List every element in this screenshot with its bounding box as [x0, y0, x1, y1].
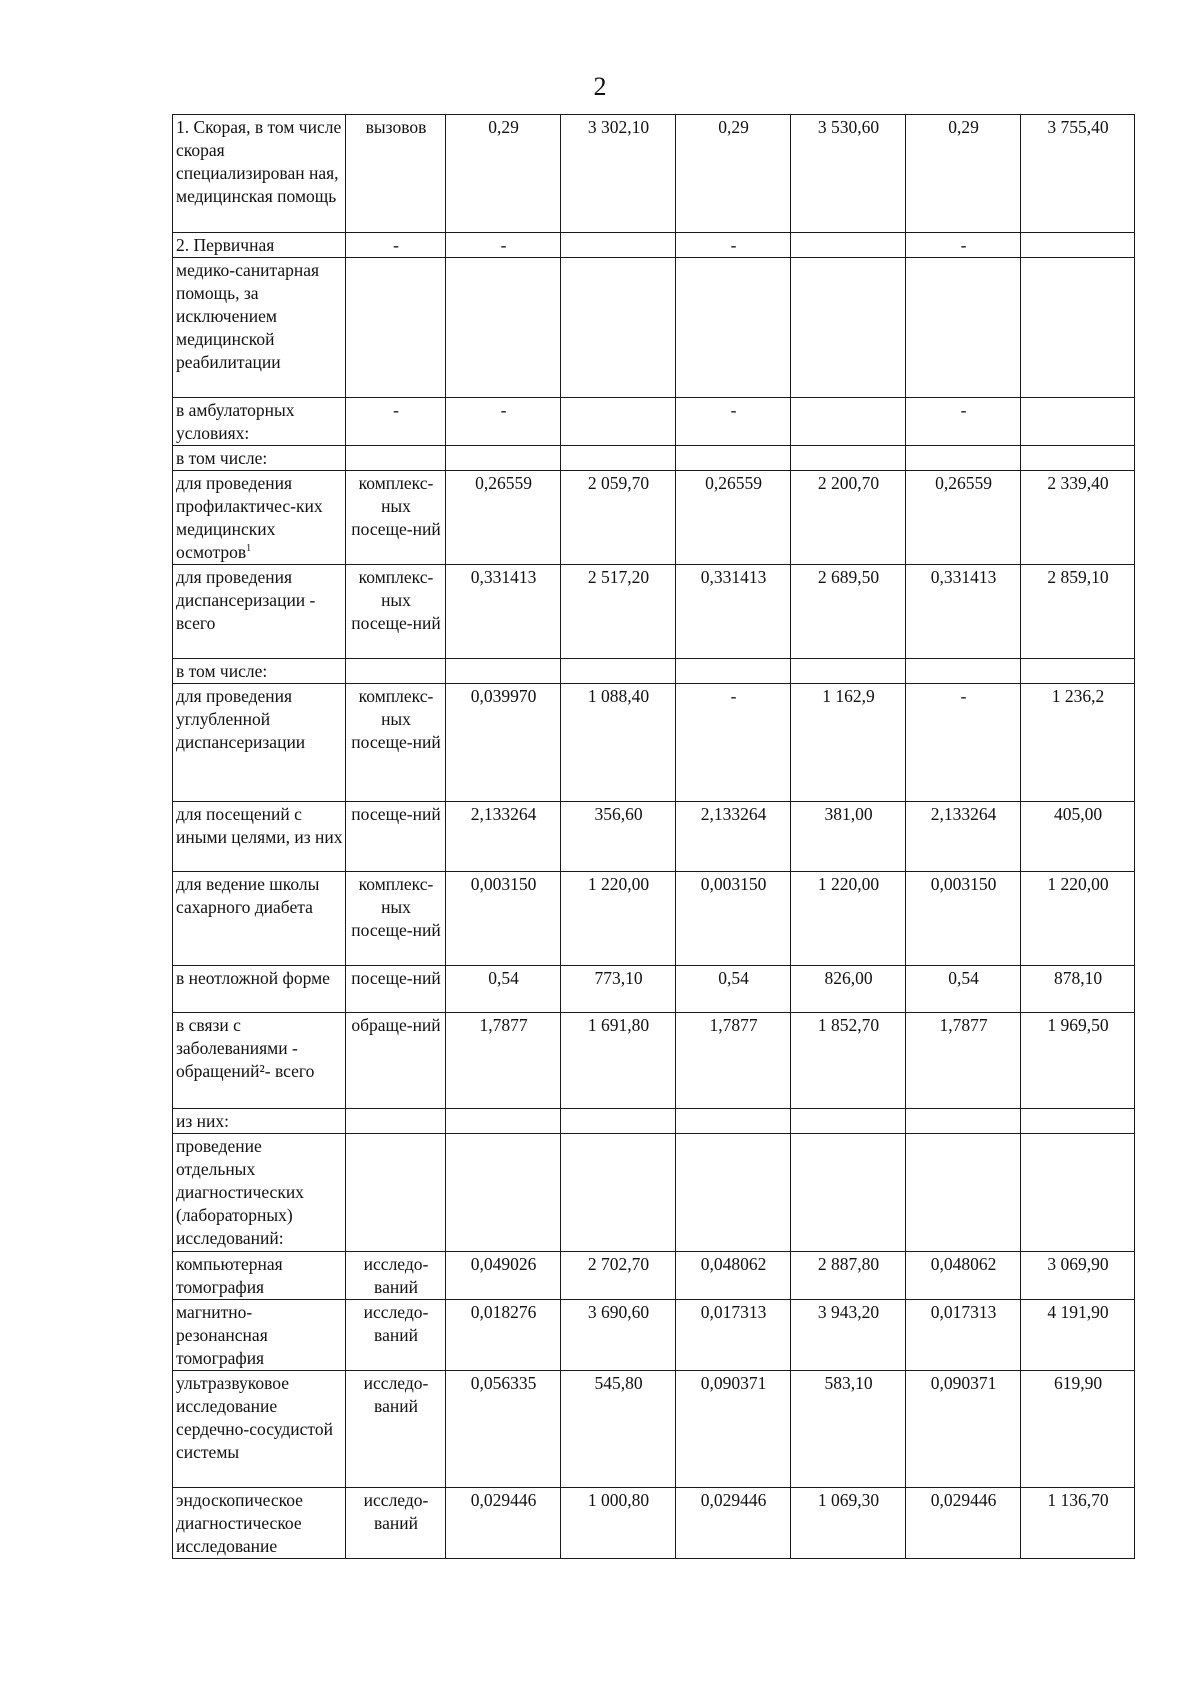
- value-cell: 1 088,40: [561, 684, 676, 802]
- unit-cell: посеще-ний: [346, 802, 446, 872]
- value-cell: [791, 1109, 906, 1134]
- value-cell: 0,029446: [676, 1488, 791, 1559]
- row-name: из них:: [176, 1111, 229, 1131]
- row-name-cell: [173, 1013, 346, 1109]
- value-cell: 1 162,9: [791, 684, 906, 802]
- table-row: [173, 1371, 1135, 1488]
- value-cell: 356,60: [561, 802, 676, 872]
- value-cell: 0,003150: [676, 872, 791, 966]
- value-cell: 0,003150: [906, 872, 1021, 966]
- row-name: в связи с заболеваниями - обращений²- всего: [176, 1015, 315, 1081]
- table-row: [173, 1300, 1135, 1371]
- value-cell: 2,133264: [676, 802, 791, 872]
- row-name-cell: [173, 446, 346, 471]
- value-cell: 0,049026: [446, 1252, 561, 1300]
- value-cell: 0,54: [446, 966, 561, 1013]
- value-cell: 545,80: [561, 1371, 676, 1488]
- value-cell: 0,29: [906, 115, 1021, 233]
- value-cell: [676, 1134, 791, 1252]
- value-cell: 1,7877: [906, 1013, 1021, 1109]
- value-cell: 0,017313: [906, 1300, 1021, 1371]
- row-name-cell: [173, 1488, 346, 1559]
- unit-cell: вызовов: [346, 115, 446, 233]
- row-name-cell: [173, 398, 346, 446]
- value-cell: 0,018276: [446, 1300, 561, 1371]
- row-name-cell: [173, 1252, 346, 1300]
- value-cell: 0,331413: [906, 565, 1021, 659]
- table-row: [173, 565, 1135, 659]
- row-name: в неотложной форме: [176, 968, 330, 988]
- value-cell: 2 689,50: [791, 565, 906, 659]
- value-cell: 0,048062: [906, 1252, 1021, 1300]
- value-cell: 0,090371: [906, 1371, 1021, 1488]
- value-cell: 1,7877: [446, 1013, 561, 1109]
- value-cell: [676, 258, 791, 398]
- unit-cell: обраще-ний: [346, 1013, 446, 1109]
- value-cell: 3 069,90: [1021, 1252, 1135, 1300]
- value-cell: 2 059,70: [561, 471, 676, 565]
- value-cell: 1 691,80: [561, 1013, 676, 1109]
- value-cell: 1 136,70: [1021, 1488, 1135, 1559]
- value-cell: [791, 398, 906, 446]
- value-cell: 0,003150: [446, 872, 561, 966]
- value-cell: 0,331413: [446, 565, 561, 659]
- value-cell: -: [446, 398, 561, 446]
- value-cell: 3 530,60: [791, 115, 906, 233]
- table-row: [173, 1488, 1135, 1559]
- value-cell: [676, 1109, 791, 1134]
- value-cell: 0,048062: [676, 1252, 791, 1300]
- value-cell: -: [676, 398, 791, 446]
- value-cell: 0,017313: [676, 1300, 791, 1371]
- value-cell: 0,54: [676, 966, 791, 1013]
- value-cell: [446, 1134, 561, 1252]
- row-name-cell: [173, 1109, 346, 1134]
- value-cell: 2 517,20: [561, 565, 676, 659]
- footnote-marker: 1: [246, 543, 252, 555]
- row-name-cell: [173, 684, 346, 802]
- table-row: [173, 446, 1135, 471]
- row-name: ультразвуковое исследование сердечно-сосудистой системы: [176, 1373, 333, 1462]
- value-cell: 2,133264: [906, 802, 1021, 872]
- table-row: [173, 872, 1135, 966]
- value-cell: 1 000,80: [561, 1488, 676, 1559]
- value-cell: 2,133264: [446, 802, 561, 872]
- table-row: [173, 684, 1135, 802]
- unit-cell: [346, 258, 446, 398]
- unit-cell: [346, 659, 446, 684]
- row-name-cell: [173, 872, 346, 966]
- value-cell: 619,90: [1021, 1371, 1135, 1488]
- value-cell: 1 236,2: [1021, 684, 1135, 802]
- page-number: 2: [593, 72, 607, 101]
- value-cell: [1021, 1109, 1135, 1134]
- value-cell: [1021, 446, 1135, 471]
- row-name: магнитно-резонансная томография: [176, 1302, 268, 1368]
- row-name-cell: [173, 565, 346, 659]
- value-cell: [906, 1109, 1021, 1134]
- row-name-cell: [173, 659, 346, 684]
- value-cell: 0,090371: [676, 1371, 791, 1488]
- value-cell: [561, 1134, 676, 1252]
- value-cell: 0,29: [676, 115, 791, 233]
- value-cell: 0,26559: [676, 471, 791, 565]
- row-name-cell: [173, 1300, 346, 1371]
- value-cell: [561, 446, 676, 471]
- unit-cell: комплекс-ных посеще-ний: [346, 684, 446, 802]
- value-cell: -: [906, 233, 1021, 258]
- value-cell: -: [906, 684, 1021, 802]
- value-cell: 1 220,00: [561, 872, 676, 966]
- table-row: [173, 1013, 1135, 1109]
- value-cell: 1 969,50: [1021, 1013, 1135, 1109]
- value-cell: 0,039970: [446, 684, 561, 802]
- unit-cell: комплекс-ных посеще-ний: [346, 565, 446, 659]
- row-name: компьютерная томография: [176, 1254, 283, 1297]
- value-cell: 0,54: [906, 966, 1021, 1013]
- value-cell: 826,00: [791, 966, 906, 1013]
- value-cell: 2 702,70: [561, 1252, 676, 1300]
- table-row: [173, 966, 1135, 1013]
- row-name: в амбулаторных условиях:: [176, 400, 295, 443]
- row-name: проведение отдельных диагностических (лабораторных) исследований:: [176, 1136, 304, 1248]
- value-cell: [1021, 398, 1135, 446]
- value-cell: [791, 233, 906, 258]
- value-cell: [676, 446, 791, 471]
- value-cell: [791, 659, 906, 684]
- row-name: для ведение школы сахарного диабета: [176, 874, 320, 917]
- value-cell: 2 887,80: [791, 1252, 906, 1300]
- row-name: 2. Первичная: [176, 235, 275, 255]
- table-row: [173, 233, 1135, 258]
- data-table: [172, 114, 1135, 1559]
- unit-cell: исследо-ваний: [346, 1371, 446, 1488]
- value-cell: 381,00: [791, 802, 906, 872]
- unit-cell: -: [346, 233, 446, 258]
- value-cell: 3 302,10: [561, 115, 676, 233]
- unit-cell: [346, 446, 446, 471]
- table-row: [173, 115, 1135, 233]
- value-cell: 1 852,70: [791, 1013, 906, 1109]
- unit-cell: [346, 1109, 446, 1134]
- row-name: в том числе:: [176, 661, 268, 681]
- value-cell: [446, 446, 561, 471]
- table-row: [173, 802, 1135, 872]
- row-name-cell: [173, 258, 346, 398]
- unit-cell: исследо-ваний: [346, 1488, 446, 1559]
- row-name-cell: [173, 471, 346, 565]
- value-cell: 0,331413: [676, 565, 791, 659]
- value-cell: [676, 659, 791, 684]
- value-cell: [561, 398, 676, 446]
- value-cell: 3 755,40: [1021, 115, 1135, 233]
- table-row: [173, 398, 1135, 446]
- value-cell: 773,10: [561, 966, 676, 1013]
- value-cell: 0,29: [446, 115, 561, 233]
- row-name: для проведения углубленной диспансеризации: [176, 686, 306, 752]
- row-name: для проведения диспансеризации - всего: [176, 567, 316, 633]
- unit-cell: исследо-ваний: [346, 1300, 446, 1371]
- row-name: 1. Скорая, в том числе скорая специализирован ная, медицинская помощь: [176, 117, 342, 206]
- row-name: в том числе:: [176, 448, 268, 468]
- value-cell: [791, 446, 906, 471]
- value-cell: 4 191,90: [1021, 1300, 1135, 1371]
- value-cell: [561, 659, 676, 684]
- value-cell: [1021, 659, 1135, 684]
- table-row: [173, 471, 1135, 565]
- value-cell: 1 220,00: [1021, 872, 1135, 966]
- value-cell: [906, 1134, 1021, 1252]
- value-cell: 3 943,20: [791, 1300, 906, 1371]
- row-name-cell: [173, 115, 346, 233]
- value-cell: 0,056335: [446, 1371, 561, 1488]
- value-cell: [906, 258, 1021, 398]
- row-name: для посещений с иными целями, из них: [176, 804, 343, 847]
- value-cell: 0,029446: [906, 1488, 1021, 1559]
- value-cell: 2 339,40: [1021, 471, 1135, 565]
- table-row: [173, 1109, 1135, 1134]
- row-name-cell: [173, 1134, 346, 1252]
- value-cell: 405,00: [1021, 802, 1135, 872]
- row-name-cell: [173, 966, 346, 1013]
- value-cell: [561, 233, 676, 258]
- value-cell: [446, 659, 561, 684]
- unit-cell: -: [346, 398, 446, 446]
- row-name-cell: [173, 233, 346, 258]
- unit-cell: комплекс-ных посеще-ний: [346, 872, 446, 966]
- table-row: [173, 258, 1135, 398]
- value-cell: [446, 1109, 561, 1134]
- value-cell: 878,10: [1021, 966, 1135, 1013]
- table-row: [173, 1134, 1135, 1252]
- row-name: эндоскопическое диагностическое исследование: [176, 1490, 303, 1556]
- value-cell: -: [676, 684, 791, 802]
- value-cell: [791, 258, 906, 398]
- value-cell: 1,7877: [676, 1013, 791, 1109]
- value-cell: [1021, 1134, 1135, 1252]
- value-cell: 1 220,00: [791, 872, 906, 966]
- unit-cell: исследо-ваний: [346, 1252, 446, 1300]
- value-cell: 2 200,70: [791, 471, 906, 565]
- value-cell: [446, 258, 561, 398]
- row-name: медико-санитарная помощь, за исключением медицинской реабилитации: [176, 260, 320, 372]
- value-cell: [906, 659, 1021, 684]
- row-name: для проведения профилактичес-ких медицинских осмотров: [176, 473, 323, 562]
- unit-cell: посеще-ний: [346, 966, 446, 1013]
- value-cell: -: [676, 233, 791, 258]
- value-cell: 0,26559: [906, 471, 1021, 565]
- value-cell: 583,10: [791, 1371, 906, 1488]
- row-name-cell: [173, 802, 346, 872]
- value-cell: -: [446, 233, 561, 258]
- value-cell: 3 690,60: [561, 1300, 676, 1371]
- value-cell: 0,26559: [446, 471, 561, 565]
- unit-cell: [346, 1134, 446, 1252]
- value-cell: [906, 446, 1021, 471]
- row-name-cell: [173, 1371, 346, 1488]
- value-cell: [561, 1109, 676, 1134]
- value-cell: [1021, 258, 1135, 398]
- table-row: [173, 1252, 1135, 1300]
- value-cell: [791, 1134, 906, 1252]
- value-cell: 2 859,10: [1021, 565, 1135, 659]
- value-cell: [561, 258, 676, 398]
- value-cell: -: [906, 398, 1021, 446]
- value-cell: 0,029446: [446, 1488, 561, 1559]
- value-cell: 1 069,30: [791, 1488, 906, 1559]
- unit-cell: комплекс-ных посеще-ний: [346, 471, 446, 565]
- table-row: [173, 659, 1135, 684]
- value-cell: [1021, 233, 1135, 258]
